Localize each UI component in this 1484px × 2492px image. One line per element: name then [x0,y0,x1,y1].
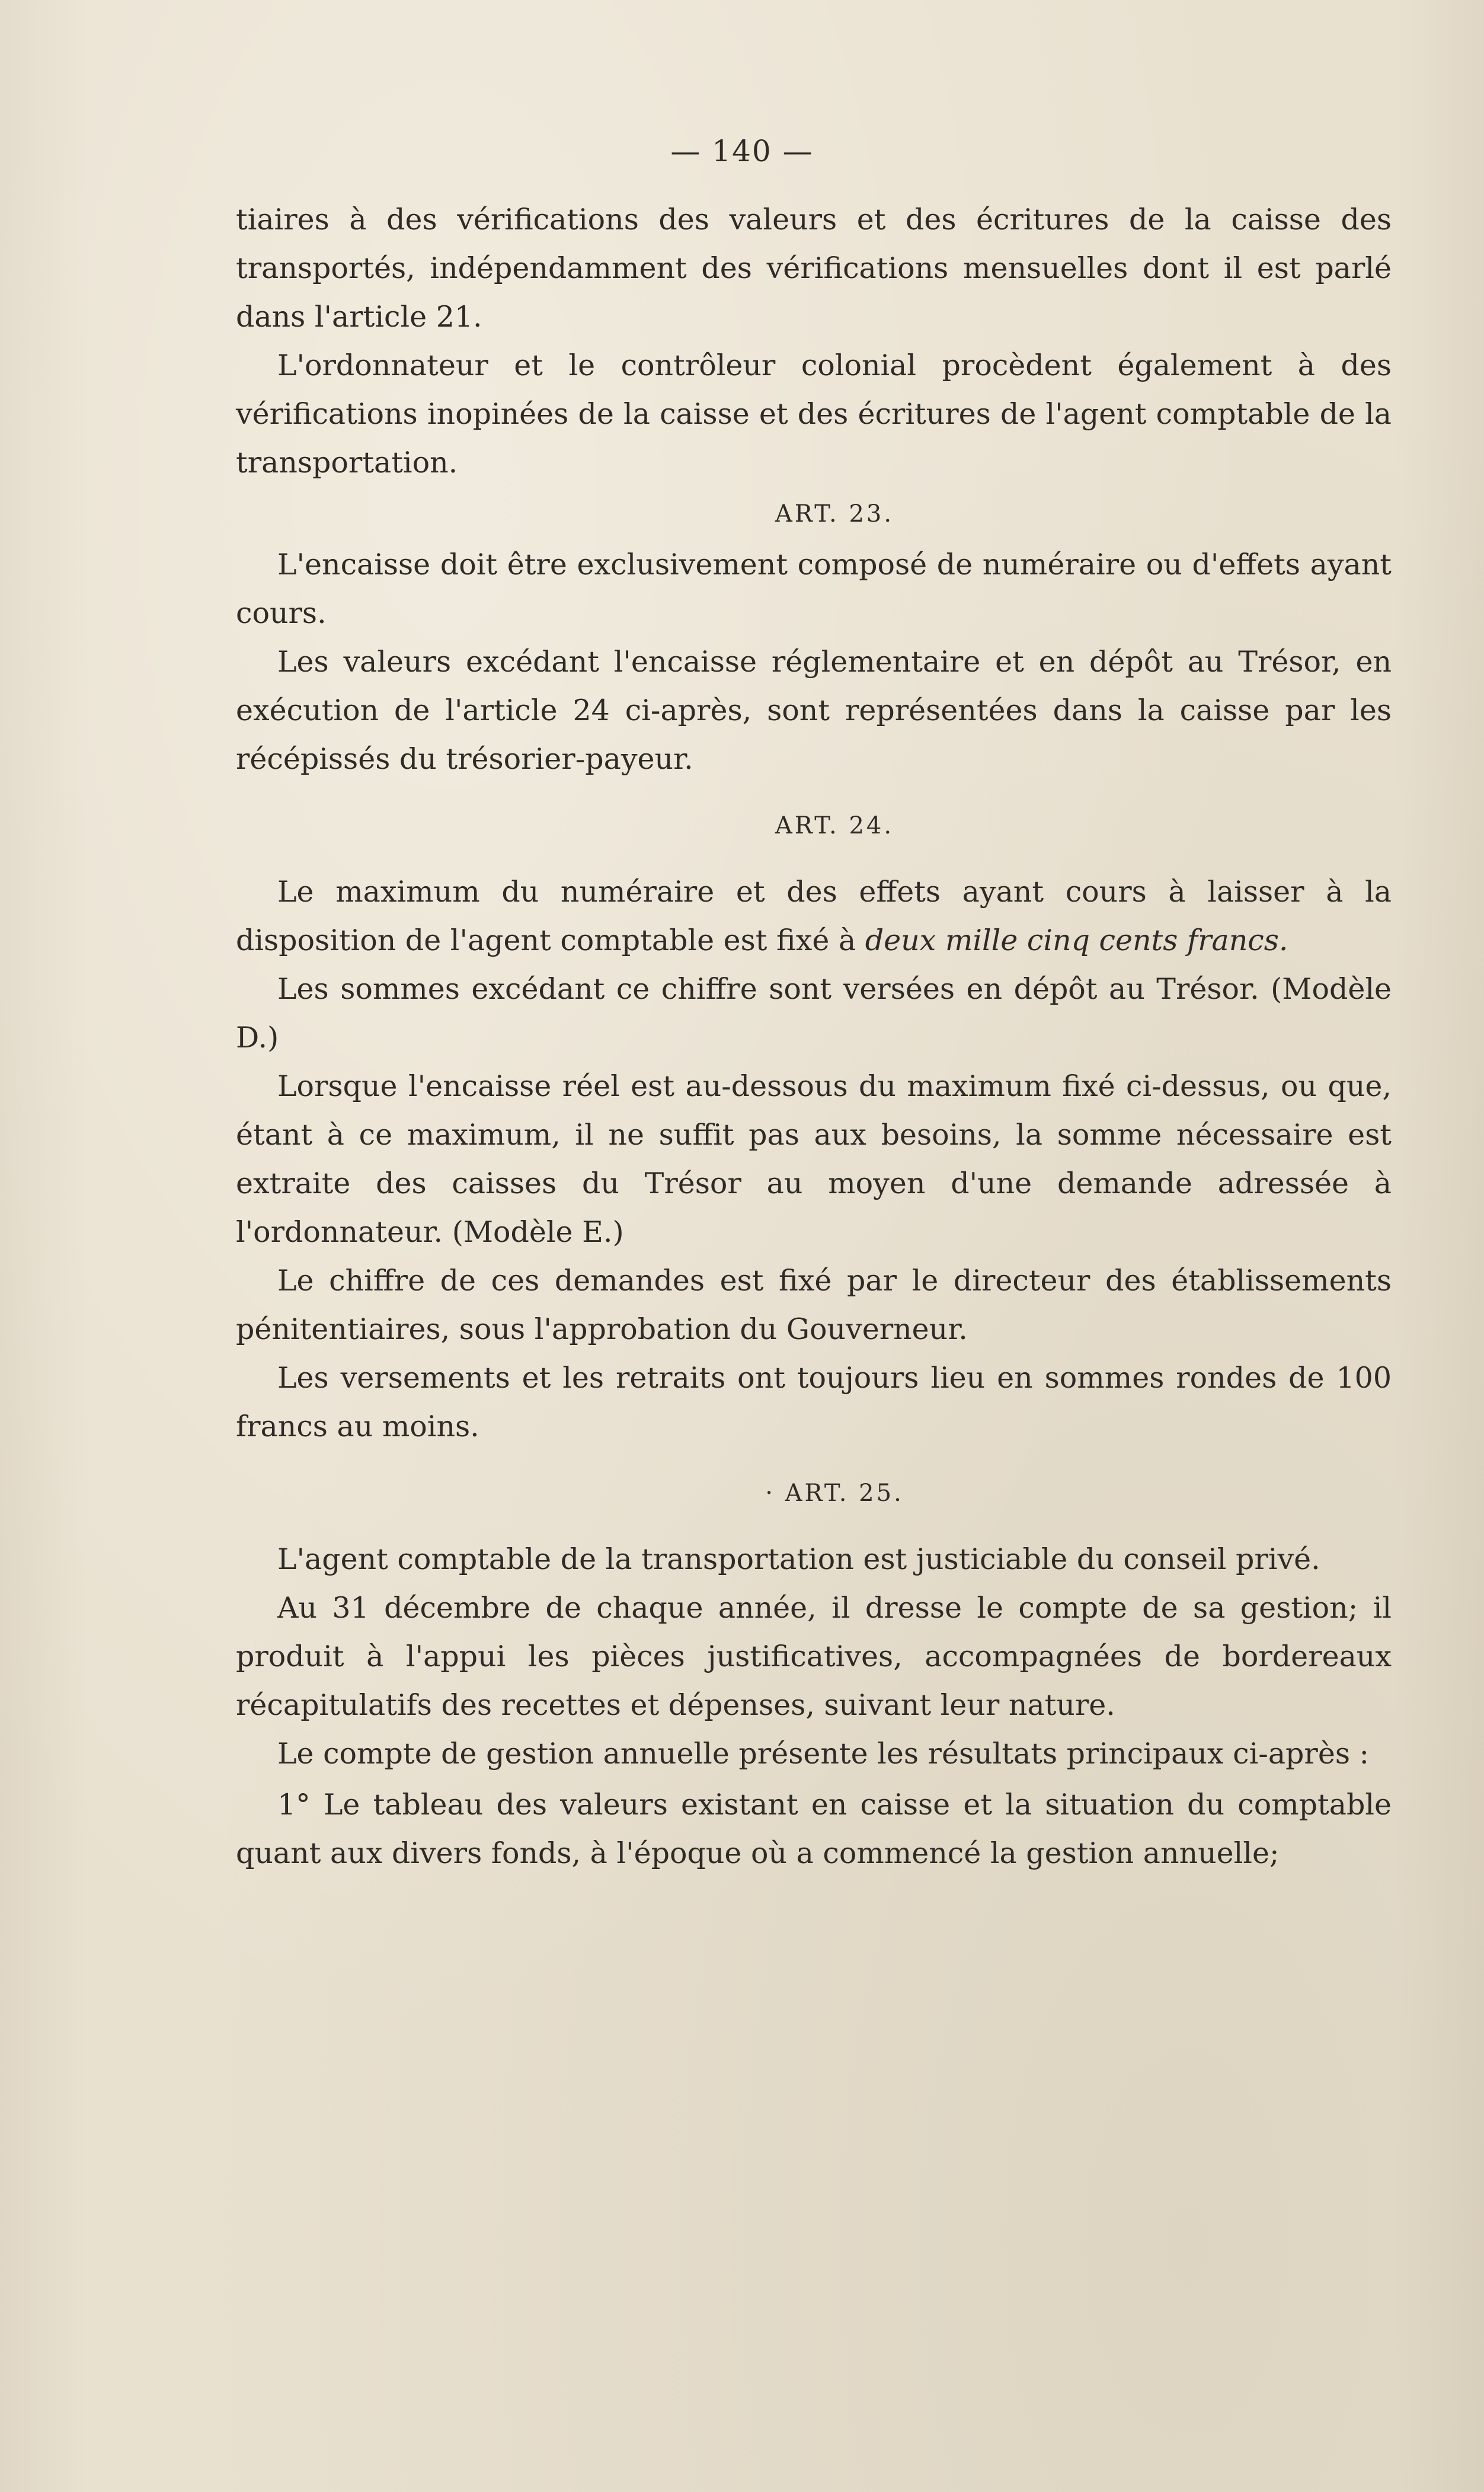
paragraph-continuation: tiaires à des vérifications des valeurs et des écritures de la caisse des transportés, indépendamment des vérifications mensuelles dont il est parlé dans l'article 21. [236,203,1392,334]
paragraph: Au 31 décembre de chaque année, il dresse le compte de sa gestion; il produit à l'appui les pièces justificatives, accompagnées de bordereaux récapitulatifs des recettes et dépenses, suivant leur nature. [236,1591,1392,1722]
body-text [236,196,1392,1878]
paragraph: L'agent comptable de la transportation est justiciable du conseil privé. [277,1542,1320,1576]
paragraph: Les sommes excédant ce chiffre sont versées en dépôt au Trésor. (Modèle D.) [236,972,1392,1055]
article-heading-text: ART. 23. [775,500,894,528]
article-heading-23 [236,490,1392,538]
paragraph: Le chiffre de ces demandes est fixé par le directeur des établissements pénitentiaires, sous l'approbation du Gouverneur. [236,1264,1392,1346]
article-heading-25 [236,1469,1392,1517]
italic-amount: deux mille cinq cents francs. [865,924,1288,957]
article-heading-text: · ART. 25. [765,1480,904,1507]
paragraph-text: Le maximum du numéraire et des effets ayant cours à laisser à la disposition de l'agent comptable est fixé à [236,875,1392,957]
paragraph: Le compte de gestion annuelle présente les résultats principaux ci-après : [277,1737,1370,1771]
paragraph [236,868,1392,965]
paragraph: L'encaisse doit être exclusivement composé de numéraire ou d'effets ayant cours. [236,548,1392,630]
article-heading-24 [236,801,1392,850]
article-heading-text: ART. 24. [775,812,894,839]
paragraph: L'ordonnateur et le contrôleur colonial procèdent également à des vérifications inopinées de la caisse et des écritures de l'agent comptable de la transportation. [236,349,1392,480]
page-number: — 140 — [670,134,814,168]
paragraph: Les valeurs excédant l'encaisse réglementaire et en dépôt au Trésor, en exécution de l'article 24 ci-après, sont représentées dans la caisse par les récépissés du trésorier-payeur. [236,645,1392,776]
paragraph: Lorsque l'encaisse réel est au-dessous du maximum fixé ci-dessus, ou que, étant à ce maximum, il ne suffit pas aux besoins, la somme nécessaire est extraite des caisses du Trésor au moyen d'une demande adressée à l'ordonnateur. (Modèle E.) [236,1069,1392,1249]
paragraph: 1° Le tableau des valeurs existant en caisse et la situation du comptable quant aux divers fonds, à l'époque où a commencé la gestion annuelle; [236,1788,1392,1870]
paragraph: Les versements et les retraits ont toujours lieu en sommes rondes de 100 francs au moins. [236,1361,1392,1443]
